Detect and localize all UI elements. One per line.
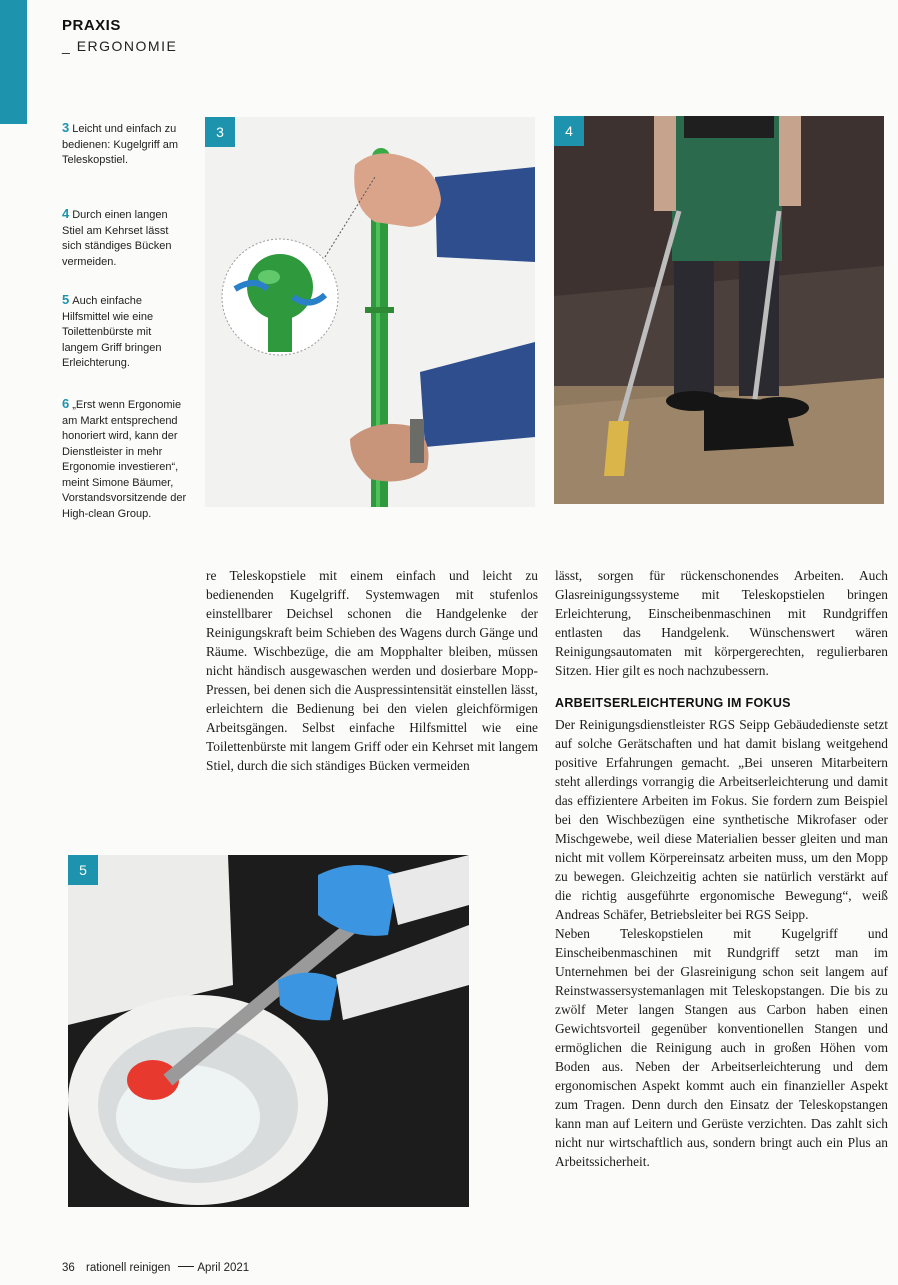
issue-date: April 2021 [197, 1262, 250, 1274]
photo-telescopic-pole [205, 117, 535, 507]
caption-text: „Erst wenn Ergonomie am Markt entsprechend honoriert wird, kann der Dienstleister in mehr Ergonomie investieren“, meint Simone Bäumer, Vorstandsvorsitzende der High-clean Group. [62, 399, 187, 520]
caption-text: Auch einfache Hilfsmittel wie eine Toilettenbürste mit langem Griff bringen Erleichterung. [62, 295, 162, 369]
caption-6 [62, 396, 190, 522]
article-column-1 [206, 566, 538, 775]
caption-4 [62, 206, 190, 270]
body-paragraph: Neben Teleskopstielen mit Kugelgriff und Einscheibenmaschinen mit Rundgriff setzt man im Unternehmen bei der Glasreinigung schon seit langem auf Reinstwassersystemanlagen mit Teleskopstangen. Die bis zu zwölf Meter langen Stangen aus Carbon haben einen Gewichtsvorteil gegenüber konventionellen Stangen und ermöglichen die Reinigung auch in großen Höhen vom Boden aus. Neben der Arbeitserleichterung und dem ergonomischen Aspekt kommt auch ein finanzieller Aspekt zum Tragen. Denn durch den Einsatz der Teleskopstangen kann man auf Leitern und Gerüste verzichten. Das zahlt sich nicht nur wirtschaftlich aus, sondern bringt auch ein Plus an Arbeitssicherheit. [555, 926, 888, 1169]
caption-number: 5 [62, 292, 70, 307]
caption-5 [62, 292, 190, 372]
caption-3 [62, 120, 190, 169]
dustpan-set-illustration [554, 116, 884, 504]
body-paragraph: re Teleskopstiele mit einem einfach und leicht zu bedienenden Kugelgriff. Systemwagen mit stufenlos einstellbarer Deichsel schonen die Handgelenke der Reinigungskraft beim Schieben des Wagens durch Gänge und Räume. Wischbezüge, die am Mopphalter bleiben, müssen nicht händisch ausgewaschen werden und dosierbare Mopp-Pressen, bei denen sich die Auspressintensität einstellen lässt, erleichtern die Bedienung bei den vielen gleichförmigen Arbeitsgängen. Selbst einfache Hilfsmittel wie eine Toilettenbürste mit langem Griff oder ein Kehrset mit langem Stiel, durch die sich ständiges Bücken vermeiden [206, 568, 538, 773]
photo-toilet-brush [68, 855, 469, 1207]
photo-number-badge: 3 [205, 117, 235, 147]
photo-number-badge: 4 [554, 116, 584, 146]
caption-number: 3 [62, 120, 70, 135]
page-footer [62, 1262, 257, 1274]
caption-text: Leicht und einfach zu bedienen: Kugelgriff am Teleskopstiel. [62, 123, 178, 166]
body-paragraph: lässt, sorgen für rückenschonendes Arbeiten. Auch Glasreinigungssysteme mit Teleskopstielen bringen Erleichterung, Einscheibenmaschinen mit Rundgriffen entlasten das Handgelenk. Wünschenswert wären Reinigungsautomaten mit körpergerechten, regulierbaren Sitzen. Hier gilt es noch nachzubessern. [555, 568, 888, 678]
footer-rule [178, 1266, 194, 1267]
telescopic-pole-illustration [205, 117, 535, 507]
article-column-2 [555, 566, 888, 1171]
toilet-brush-illustration [68, 855, 469, 1207]
section-header [62, 17, 177, 54]
photo-number-badge: 5 [68, 855, 98, 885]
section-subtitle-text: ERGONOMIE [76, 38, 178, 54]
page-number: 36 [62, 1262, 75, 1274]
caption-text: Durch einen langen Stiel am Kehrset lässt sich ständiges Bücken vermeiden. [62, 209, 172, 268]
caption-number: 6 [62, 396, 70, 411]
photo-dustpan-set [554, 116, 884, 504]
magazine-name: rationell reinigen [86, 1262, 171, 1274]
section-kicker: PRAXIS [62, 17, 121, 34]
caption-number: 4 [62, 206, 70, 221]
section-subtitle: _ ERGONOMIE [62, 38, 178, 54]
subheading: ARBEITSERLEICHTERUNG IM FOKUS [555, 696, 791, 710]
body-paragraph: Der Reinigungsdienstleister RGS Seipp Gebäudedienste setzt auf solche Gerätschaften und hat damit bislang weitgehend positive Erfahrungen gemacht. „Bei unseren Mitarbeitern steht allerdings vorrangig die Arbeitserleichterung und damit das effizientere Arbeiten im Fokus. Sie fordern zum Beispiel bei den Wischbezügen eine synthetische Mikrofaser oder Mischgewebe, weil diese Materialien besser gleiten und man nicht mit vollem Körpereinsatz arbeiten muss, um den Mopp zu bewegen. Gleichzeitig achten sie natürlich verstärkt auf die richtig ausgeführte ergonomische Bewegung“, weiß Andreas Schäfer, Betriebsleiter bei RGS Seipp. [555, 717, 888, 922]
section-color-tab [0, 0, 27, 124]
